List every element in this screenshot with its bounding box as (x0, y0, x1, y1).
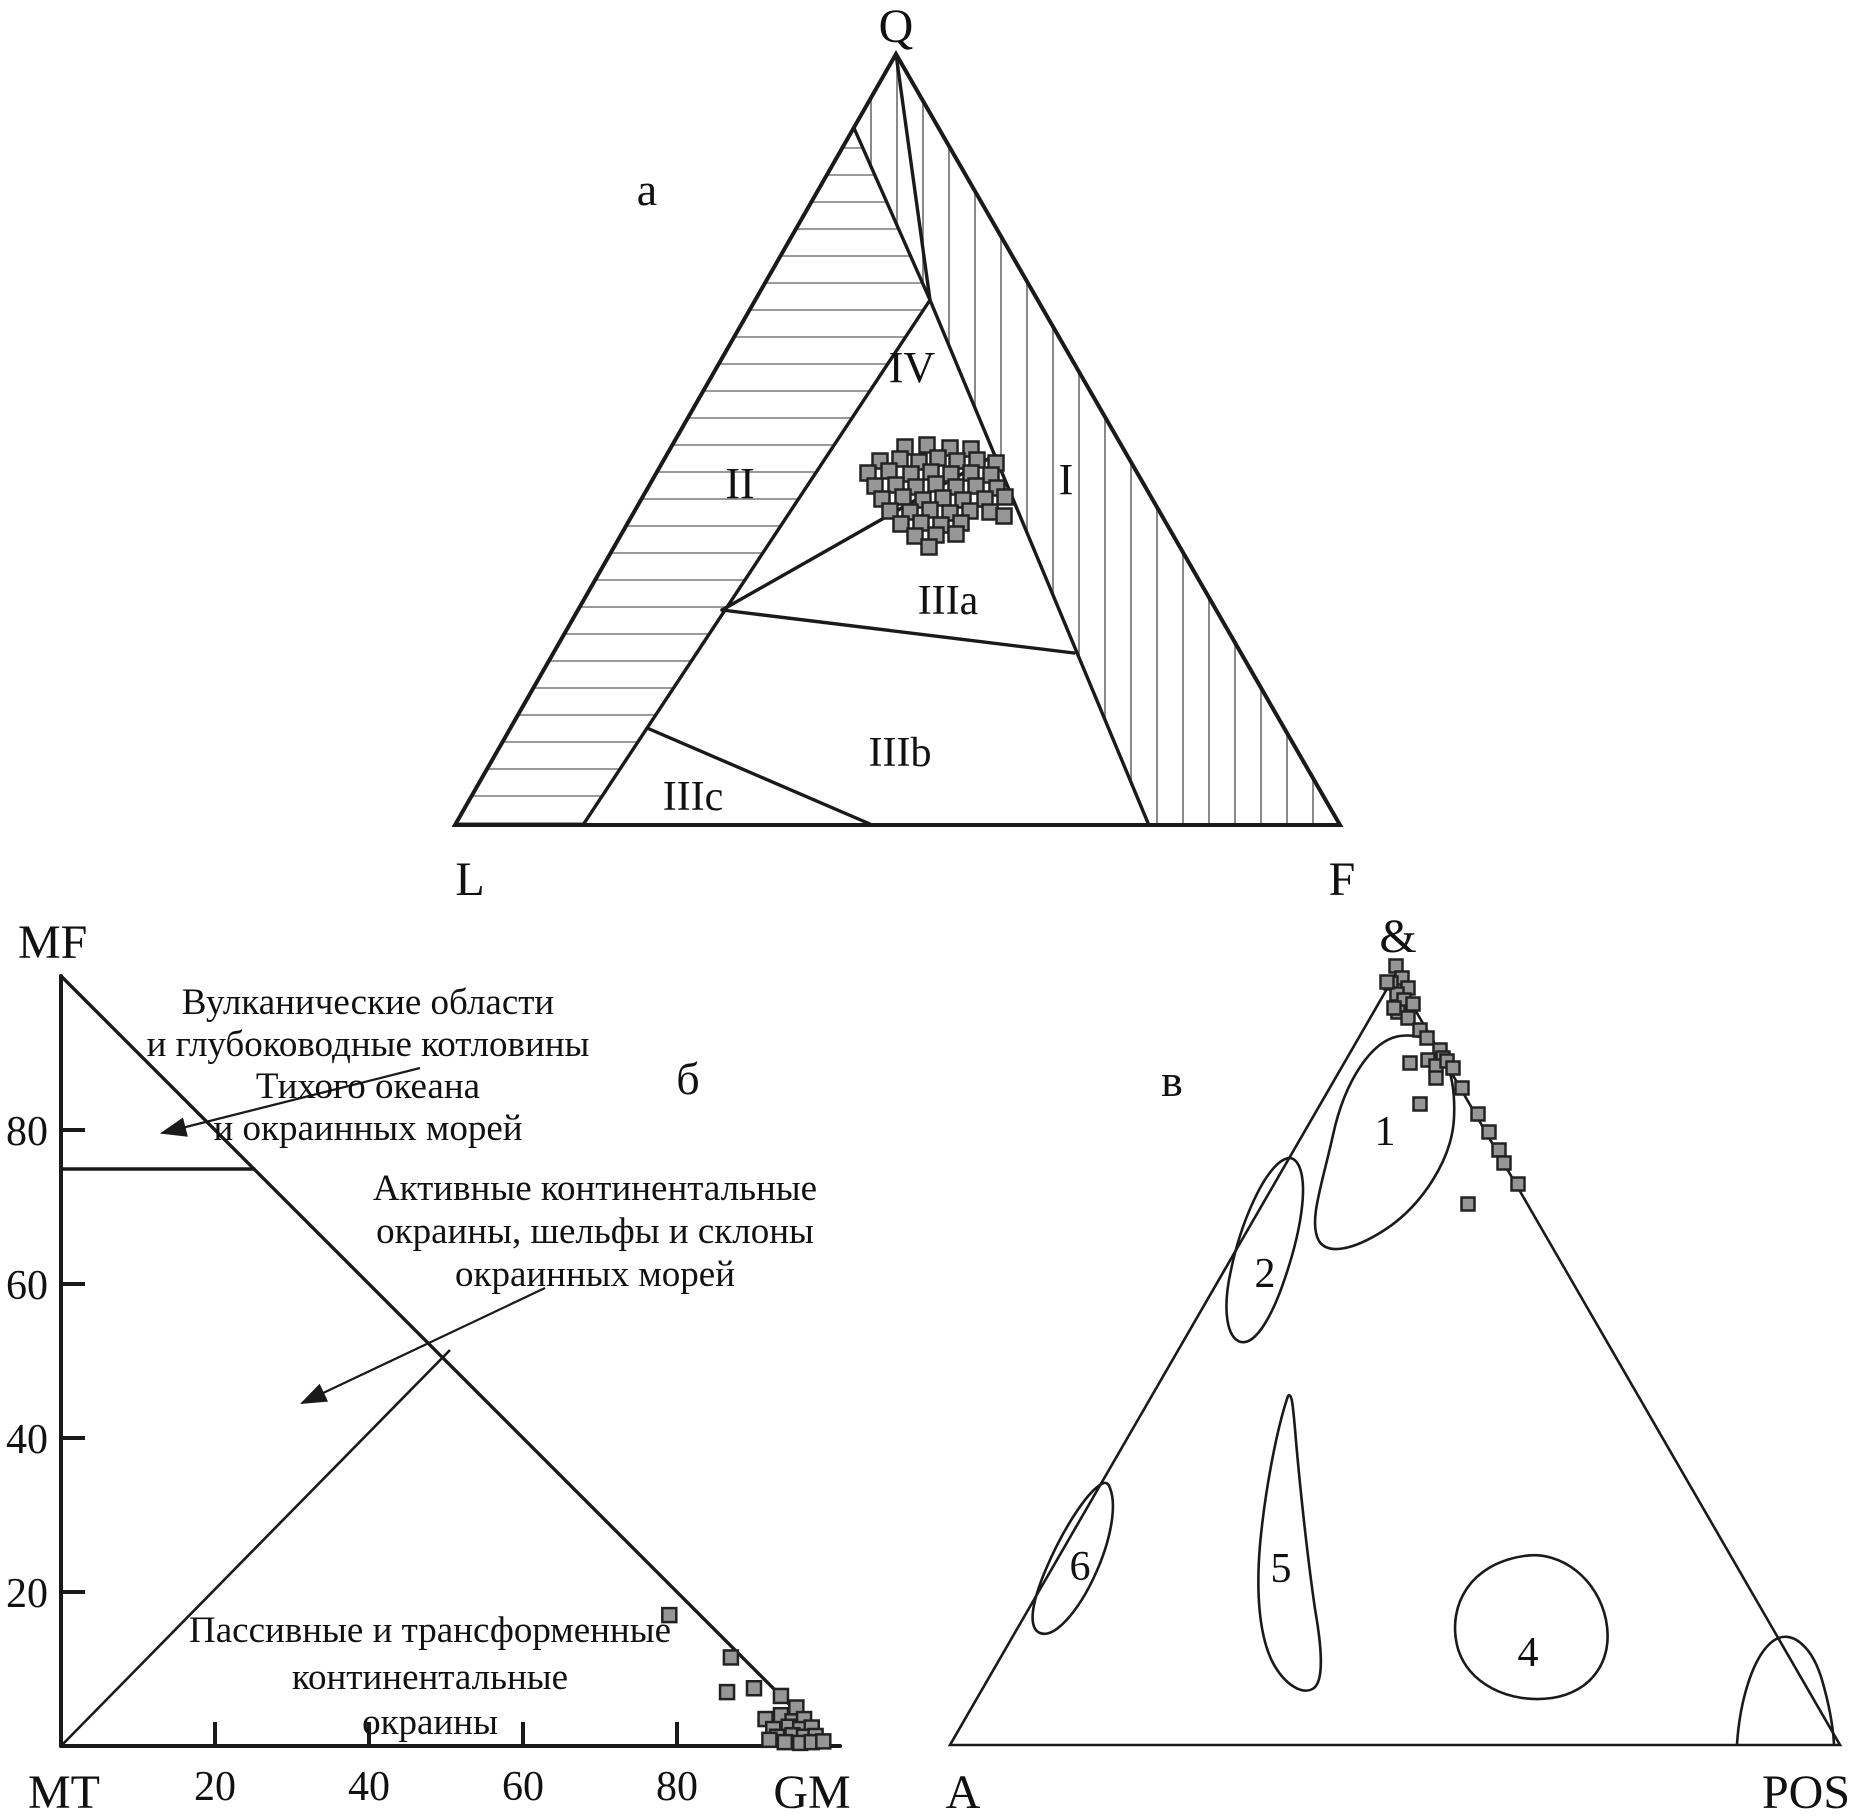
sample-point (1483, 1126, 1496, 1139)
field-1-number: 1 (1374, 1109, 1396, 1155)
region-II-horizontal-hatch (455, 128, 930, 825)
panel-b-data-points (662, 1608, 830, 1750)
sample-point (724, 1650, 738, 1664)
annotation-active-margins (373, 1168, 817, 1295)
sample-point (816, 1734, 830, 1748)
sample-point (1404, 1057, 1417, 1070)
sample-point (778, 1735, 792, 1749)
ann-volcanic-line3: Тихого океана (255, 1066, 481, 1107)
sample-point (1493, 1144, 1506, 1157)
region-label-IV: IV (888, 343, 936, 392)
boundary-IIIa-IIIb (722, 610, 1074, 653)
arrow-to-active-field (302, 1288, 545, 1403)
sample-point (1456, 1082, 1469, 1095)
field-5-number: 5 (1270, 1546, 1292, 1592)
vertex-A-label: А (945, 1766, 981, 1819)
y-tick-label: 40 (6, 1417, 48, 1463)
field-4-number: 4 (1517, 1630, 1539, 1676)
ann-volcanic-line4: и окраинных морей (213, 1108, 523, 1149)
b-xlabel-GM: GM (773, 1766, 851, 1819)
ann-passive-line1: Пассивные и трансформенные (189, 1610, 671, 1651)
triangle-c-outline (950, 975, 1840, 1745)
region-label-IIIa: IIIa (917, 578, 979, 624)
vertex-F-label: F (1328, 853, 1356, 906)
vertex-L-label: L (455, 853, 485, 906)
panel-a-qlf-ternary (455, 0, 1355, 906)
field-2-number: 2 (1254, 1251, 1276, 1297)
annotation-volcanic-regions (147, 982, 590, 1149)
sample-point (1381, 976, 1394, 989)
sample-point (1430, 1072, 1443, 1085)
ann-volcanic-line2: и глубоководные котловины (146, 1024, 590, 1065)
sample-point (1472, 1108, 1485, 1121)
field-5-outline (1258, 1395, 1321, 1690)
x-tick-label: 40 (348, 1764, 390, 1810)
sample-point (1498, 1157, 1511, 1170)
vertex-POS-label: POS (1761, 1766, 1851, 1819)
panel-a-letter: а (636, 164, 658, 215)
b-xlabel-MT: MT (28, 1766, 100, 1819)
sample-point (998, 490, 1013, 505)
x-tick-label: 80 (656, 1764, 698, 1810)
sample-point (1421, 1032, 1434, 1045)
y-tick-label: 80 (6, 1109, 48, 1155)
ann-active-line2: окраины, шельфы и склоны (376, 1211, 814, 1252)
vertex-Q-label: Q (878, 0, 914, 53)
sample-point (949, 527, 964, 542)
b-ylabel-MF: MF (18, 916, 88, 969)
region-label-II: II (725, 459, 755, 508)
y-tick-label: 20 (6, 1571, 48, 1617)
y-tick-label: 60 (6, 1263, 48, 1309)
ann-passive-line3: окраины (362, 1702, 498, 1743)
x-tick-label: 60 (502, 1764, 544, 1810)
sample-point (1462, 1198, 1475, 1211)
ann-active-line3: окраинных морей (454, 1254, 736, 1295)
vertex-amp-label: & (1379, 910, 1417, 963)
panel-b-letter: б (676, 1053, 700, 1104)
ann-active-line1: Активные континентальные (372, 1168, 818, 1209)
region-label-I: I (1058, 455, 1074, 504)
ann-passive-line2: континентальные (291, 1657, 569, 1698)
sample-point (762, 1733, 776, 1747)
panel-a-data-points (861, 438, 1013, 555)
field-6-number: 6 (1069, 1544, 1091, 1590)
sample-point (1512, 1178, 1525, 1191)
region-label-IIIb: IIIb (868, 730, 932, 776)
panel-c-apos-ternary (946, 910, 1850, 1819)
sample-point (747, 1681, 761, 1695)
sample-point (922, 540, 937, 555)
sample-point (720, 1685, 734, 1699)
field-4-outline (1455, 1555, 1608, 1699)
sample-point (1414, 1098, 1427, 1111)
region-label-IIIc: IIIc (662, 774, 724, 820)
sample-point (997, 509, 1012, 524)
panel-b-mf-mt-gm-plot (6, 916, 851, 1819)
x-tick-label: 20 (194, 1764, 236, 1810)
sample-point (1407, 998, 1420, 1011)
sample-point (1388, 1002, 1401, 1015)
sample-point (1447, 1062, 1460, 1075)
ann-volcanic-line1: Вулканические области (181, 982, 555, 1023)
panel-c-letter: в (1161, 1055, 1183, 1106)
sample-point (774, 1689, 788, 1703)
annotation-passive-margins (189, 1610, 671, 1743)
